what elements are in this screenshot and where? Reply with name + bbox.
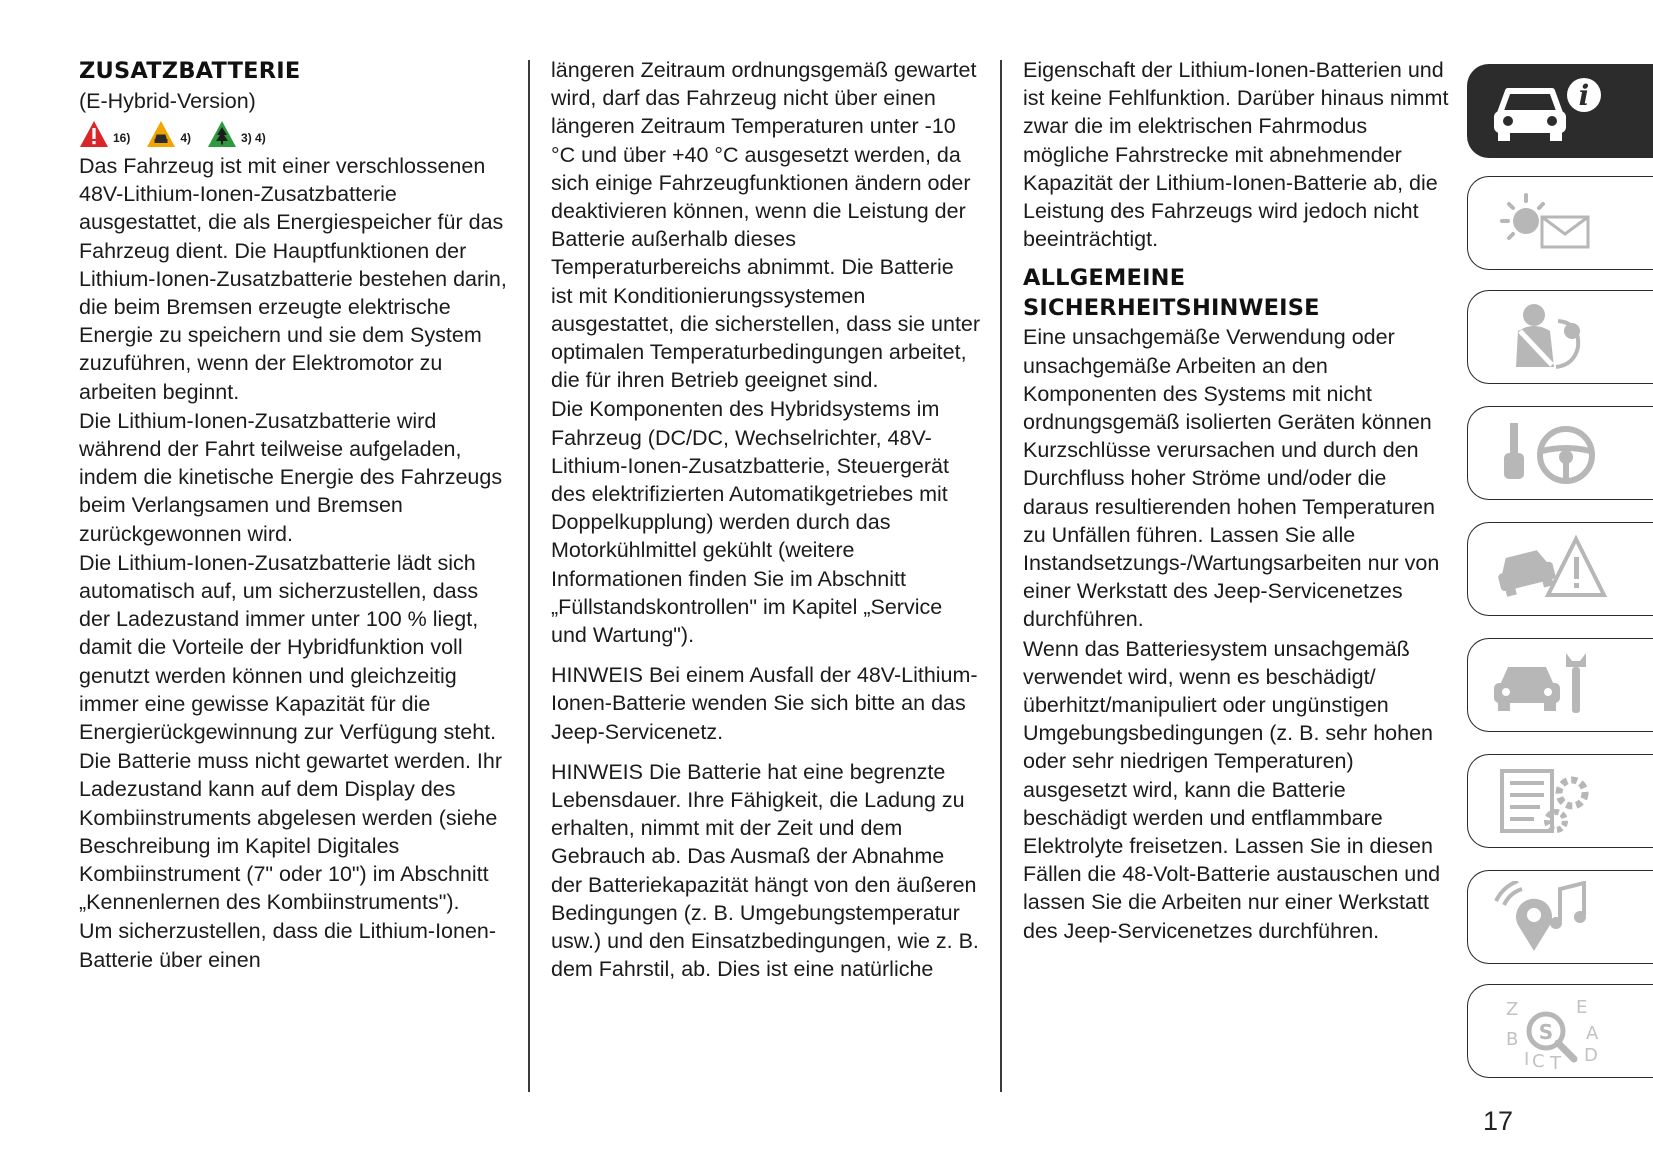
paragraph: Die Lithium-Ionen-Zusatzbatterie wird während der Fahrt teilweise aufgeladen, indem die kinetische Energie des Fahrzeugs beim Verlangsamen und Bremsen zurückgewonnen wird. — [79, 408, 503, 546]
note-paragraph: HINWEIS Bei einem Ausfall der 48V-Lithium-Ionen-Batterie wenden Sie sich bitte an das Jeep-Servicenetz. — [551, 663, 978, 744]
svg-text:S: S — [1538, 1020, 1554, 1044]
note-paragraph: HINWEIS Die Batterie hat eine begrenzte Lebensdauer. Ihre Fähigkeit, die Ladung zu erhalten, nimmt mit der Zeit und dem Gebrauch ab. Das Ausmaß der Abnahme der Batteriekapazität hängt von den äußeren Bedingungen (z. B. Umgebungstemperatur usw.) und den Einsatzbedingungen, wie z. B. dem Fahrstil, ab. Dies ist eine natürliche — [551, 759, 979, 982]
key-steering-wheel-icon — [1488, 417, 1608, 489]
svg-text:E: E — [1576, 997, 1588, 1018]
tab-starting-driving[interactable] — [1467, 406, 1653, 500]
tab-index[interactable] — [1467, 984, 1653, 1078]
svg-text:A: A — [1586, 1023, 1599, 1044]
alphabetical-index-search-icon — [1488, 995, 1608, 1071]
reference-number: 16) — [113, 131, 131, 145]
section-heading-zusatzbatterie: ZUSATZBATTERIE — [79, 58, 301, 84]
car-service-wrench-icon — [1488, 649, 1608, 721]
column-divider — [528, 60, 530, 1092]
tab-dashboard-lights[interactable] — [1467, 176, 1653, 270]
multimedia-navigation-icon — [1488, 881, 1608, 953]
chapter-tabs — [1467, 0, 1653, 1165]
paragraph: längeren Zeitraum ordnungsgemäß gewartet wird, darf das Fahrzeug nicht über einen längeren Zeitraum Temperaturen unter -10 °C und über +40 °C ausgesetzt werden, da sich einige Fahrzeugfunktionen ändern oder deaktivieren können, wenn die Leistung der Batterie außerhalb dieses Temperaturbereichs abnimmt. Die Batterie ist mit Konditionierungssystemen ausgestattet, die sicherstellen, dass sie unter optimalen Temperaturbedingungen arbeitet, die für ihren Betrieb geeignet sind. — [551, 58, 981, 393]
paragraph: Die Batterie muss nicht gewartet werden. Ihr Ladezustand kann auf dem Display des Kombiinstruments abgelesen werden (siehe Beschreibung im Kapitel Digitales Kombiinstrument (7" oder 10") im Abschnitt „Kennenlernen des Kombiinstruments"). — [79, 749, 503, 915]
tab-safety[interactable] — [1467, 290, 1653, 384]
tab-multimedia[interactable] — [1467, 870, 1653, 964]
paragraph: Eine unsachgemäße Verwendung oder unsachgemäße Arbeiten an den Komponenten des Systems mit nicht ordnungsgemäß isolierten Geräten können Kurzschlüsse verursachen und durch den Durchfluss hoher Ströme und/oder die daraus resultierenden hohen Temperaturen zu Unfällen führen. Lassen Sie alle Instandsetzungs-/Wartungsarbeiten nur von einer Werkstatt des Jeep-Servicenetzes durchführen. — [1023, 325, 1440, 632]
environment-reference — [207, 120, 266, 148]
section-subtitle: (E-Hybrid-Version) — [79, 89, 256, 113]
svg-text:D: D — [1584, 1045, 1598, 1066]
column-divider — [1000, 60, 1002, 1092]
column-1 — [79, 56, 515, 974]
warning-reference — [79, 120, 130, 148]
paragraph: Das Fahrzeug ist mit einer verschlossenen 48V-Lithium-Ionen-Zusatzbatterie ausgestattet, die als Energiespeicher für das Fahrzeug dient. Die Hauptfunktionen der Lithium-Ionen-Zusatzbatterie bestehen darin, die beim Bremsen erzeugte elektrische Energie zu speichern und sie dem System zuzuführen, wenn der Elektromotor zu arbeiten beginnt. — [79, 154, 507, 404]
paragraph: Die Lithium-Ionen-Zusatzbatterie lädt sich automatisch auf, um sicherzustellen, dass der Ladezustand immer unter 100 % liegt, damit die Vorteile der Hybridfunktion voll genutzt werden können und gleichzeitig immer eine gewisse Kapazität für die Energierückgewinnung zur Verfügung steht. — [79, 550, 497, 745]
paragraph: Um sicherzustellen, dass die Lithium-Ionen-Batterie über einen — [79, 919, 497, 972]
car-caution-icon — [146, 120, 176, 148]
paragraph: Eigenschaft der Lithium-Ionen-Batterien und ist keine Fehlfunktion. Darüber hinaus nimmt zwar die im elektrischen Fahrmodus mögliche Fahrstrecke mit abnehmender Kapazität der Lithium-Ionen-Batterie ab, die Leistung des Fahrzeugs wird jedoch nicht beeinträchtigt. — [1023, 58, 1449, 252]
paragraph: Die Komponenten des Hybridsystems im Fahrzeug (DC/DC, Wechselrichter, 48V-Lithium-Ionen-Zusatzbatterie, Steuergerät des elektrifizierten Automatikgetriebes mit Doppelkupplung) werden durch das Motorkühlmittel gekühlt (weitere Informationen finden Sie im Abschnitt „Füllstandskontrollen" im Kapitel „Service und Wartung"). — [551, 397, 949, 648]
reference-number: 3) 4) — [241, 131, 266, 145]
emergency-car-warning-icon — [1488, 533, 1608, 605]
technical-data-gear-icon — [1488, 765, 1608, 837]
tab-service-maintenance[interactable] — [1467, 638, 1653, 732]
svg-text:C: C — [1532, 1051, 1545, 1071]
paragraph: Wenn das Batteriesystem unsachgemäß verwendet wird, wenn es beschädigt/überhitzt/manipuliert oder ungünstigen Umgebungsbedingungen (z. B. sehr hohen oder sehr niedrigen Temperaturen) ausgesetzt wird, kann die Batterie beschädigt werden und entflammbare Elektrolyte freisetzen. Lassen Sie in diesen Fällen die 48-Volt-Batterie austauschen und lassen Sie die Arbeiten nur einer Werkstatt des Jeep-Servicenetzes durchführen. — [1023, 636, 1441, 943]
tab-car-info[interactable] — [1467, 64, 1653, 158]
page-number: 17 — [1483, 1106, 1514, 1136]
dashboard-lights-message-icon — [1488, 187, 1608, 259]
warning-triangle-icon — [79, 120, 109, 148]
tab-technical-data[interactable] — [1467, 754, 1653, 848]
caution-reference — [146, 120, 191, 148]
reference-icons — [79, 118, 515, 150]
car-info-icon — [1488, 75, 1608, 147]
svg-text:Z: Z — [1506, 999, 1519, 1020]
section-heading-sicherheitshinweise: ALLGEMEINE SICHERHEITSHINWEISE — [1023, 265, 1320, 322]
column-3 — [1023, 56, 1453, 945]
svg-text:B: B — [1506, 1029, 1519, 1050]
tree-environment-icon — [207, 120, 237, 148]
reference-number: 4) — [180, 131, 192, 145]
safety-airbag-seatbelt-icon — [1488, 301, 1608, 373]
svg-text:I: I — [1524, 1049, 1530, 1070]
tab-emergency[interactable] — [1467, 522, 1653, 616]
column-2 — [551, 56, 981, 984]
svg-text:T: T — [1550, 1053, 1561, 1071]
svg-text:i: i — [1578, 79, 1590, 112]
